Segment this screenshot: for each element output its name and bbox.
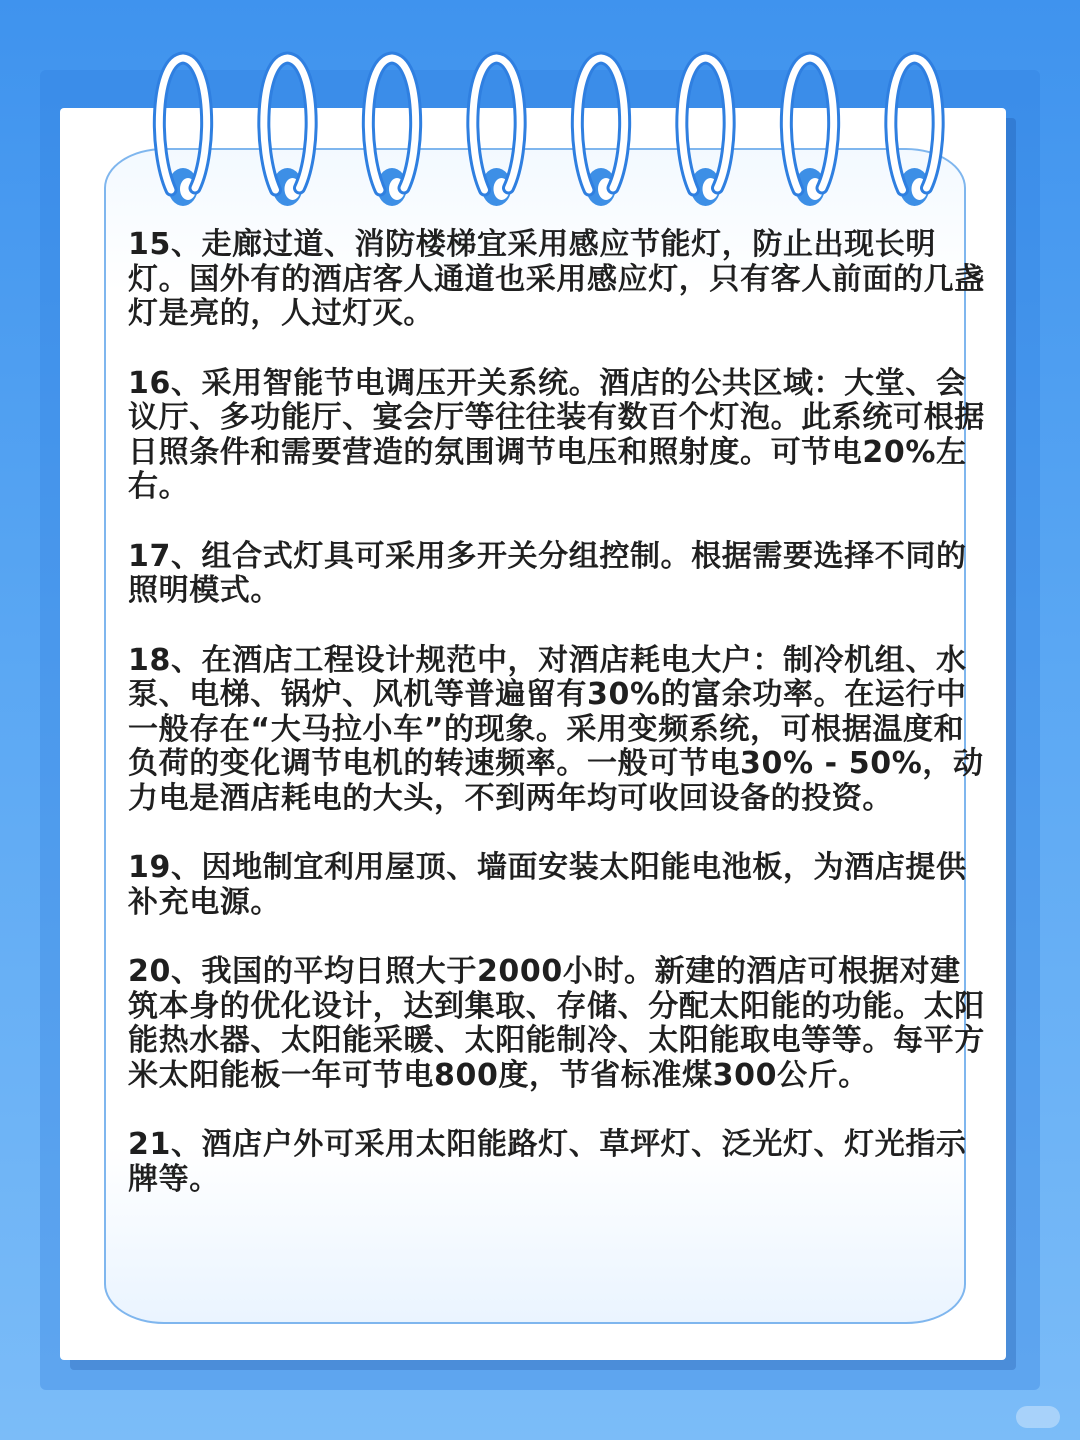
tip-18: 18、在酒店工程设计规范中，对酒店耗电大户：制冷机组、水泵、电梯、锅炉、风机等普遍留有30%的富余功率。在运行中一般存在“大马拉小车”的现象。采用变频系统，可根据温度和负荷的变化调节电机的转速频率。一般可节电30% - 50%，动力电是酒店耗电的大头，不到两年均可收回设备的投资。 <box>128 642 984 816</box>
tips-list <box>128 228 988 1232</box>
tip-17: 17、组合式灯具可采用多开关分组控制。根据需要选择不同的照明模式。 <box>128 538 967 608</box>
tip-15: 15、走廊过道、消防楼梯宜采用感应节能灯，防止出现长明灯。国外有的酒店客人通道也采用感应灯，只有客人前面的几盏灯是亮的，人过灯灭。 <box>128 227 985 331</box>
tip-19: 19、因地制宜利用屋顶、墙面安装太阳能电池板，为酒店提供补充电源。 <box>128 850 967 920</box>
tip-20: 20、我国的平均日照大于2000小时。新建的酒店可根据对建筑本身的优化设计，达到集取、存储、分配太阳能的功能。太阳能热水器、太阳能采暖、太阳能制冷、太阳能取电等等。每平方米太阳能板一年可节电800度，节省标准煤300公斤。 <box>128 954 985 1093</box>
tip-16: 16、采用智能节电调压开关系统。酒店的公共区域：大堂、会议厅、多功能厅、宴会厅等往往装有数百个灯泡。此系统可根据日照条件和需要营造的氛围调节电压和照射度。可节电20%左右。 <box>128 365 985 504</box>
watermark <box>1016 1406 1060 1428</box>
tip-21: 21、酒店户外可采用太阳能路灯、草坪灯、泛光灯、灯光指示牌等。 <box>128 1127 967 1197</box>
